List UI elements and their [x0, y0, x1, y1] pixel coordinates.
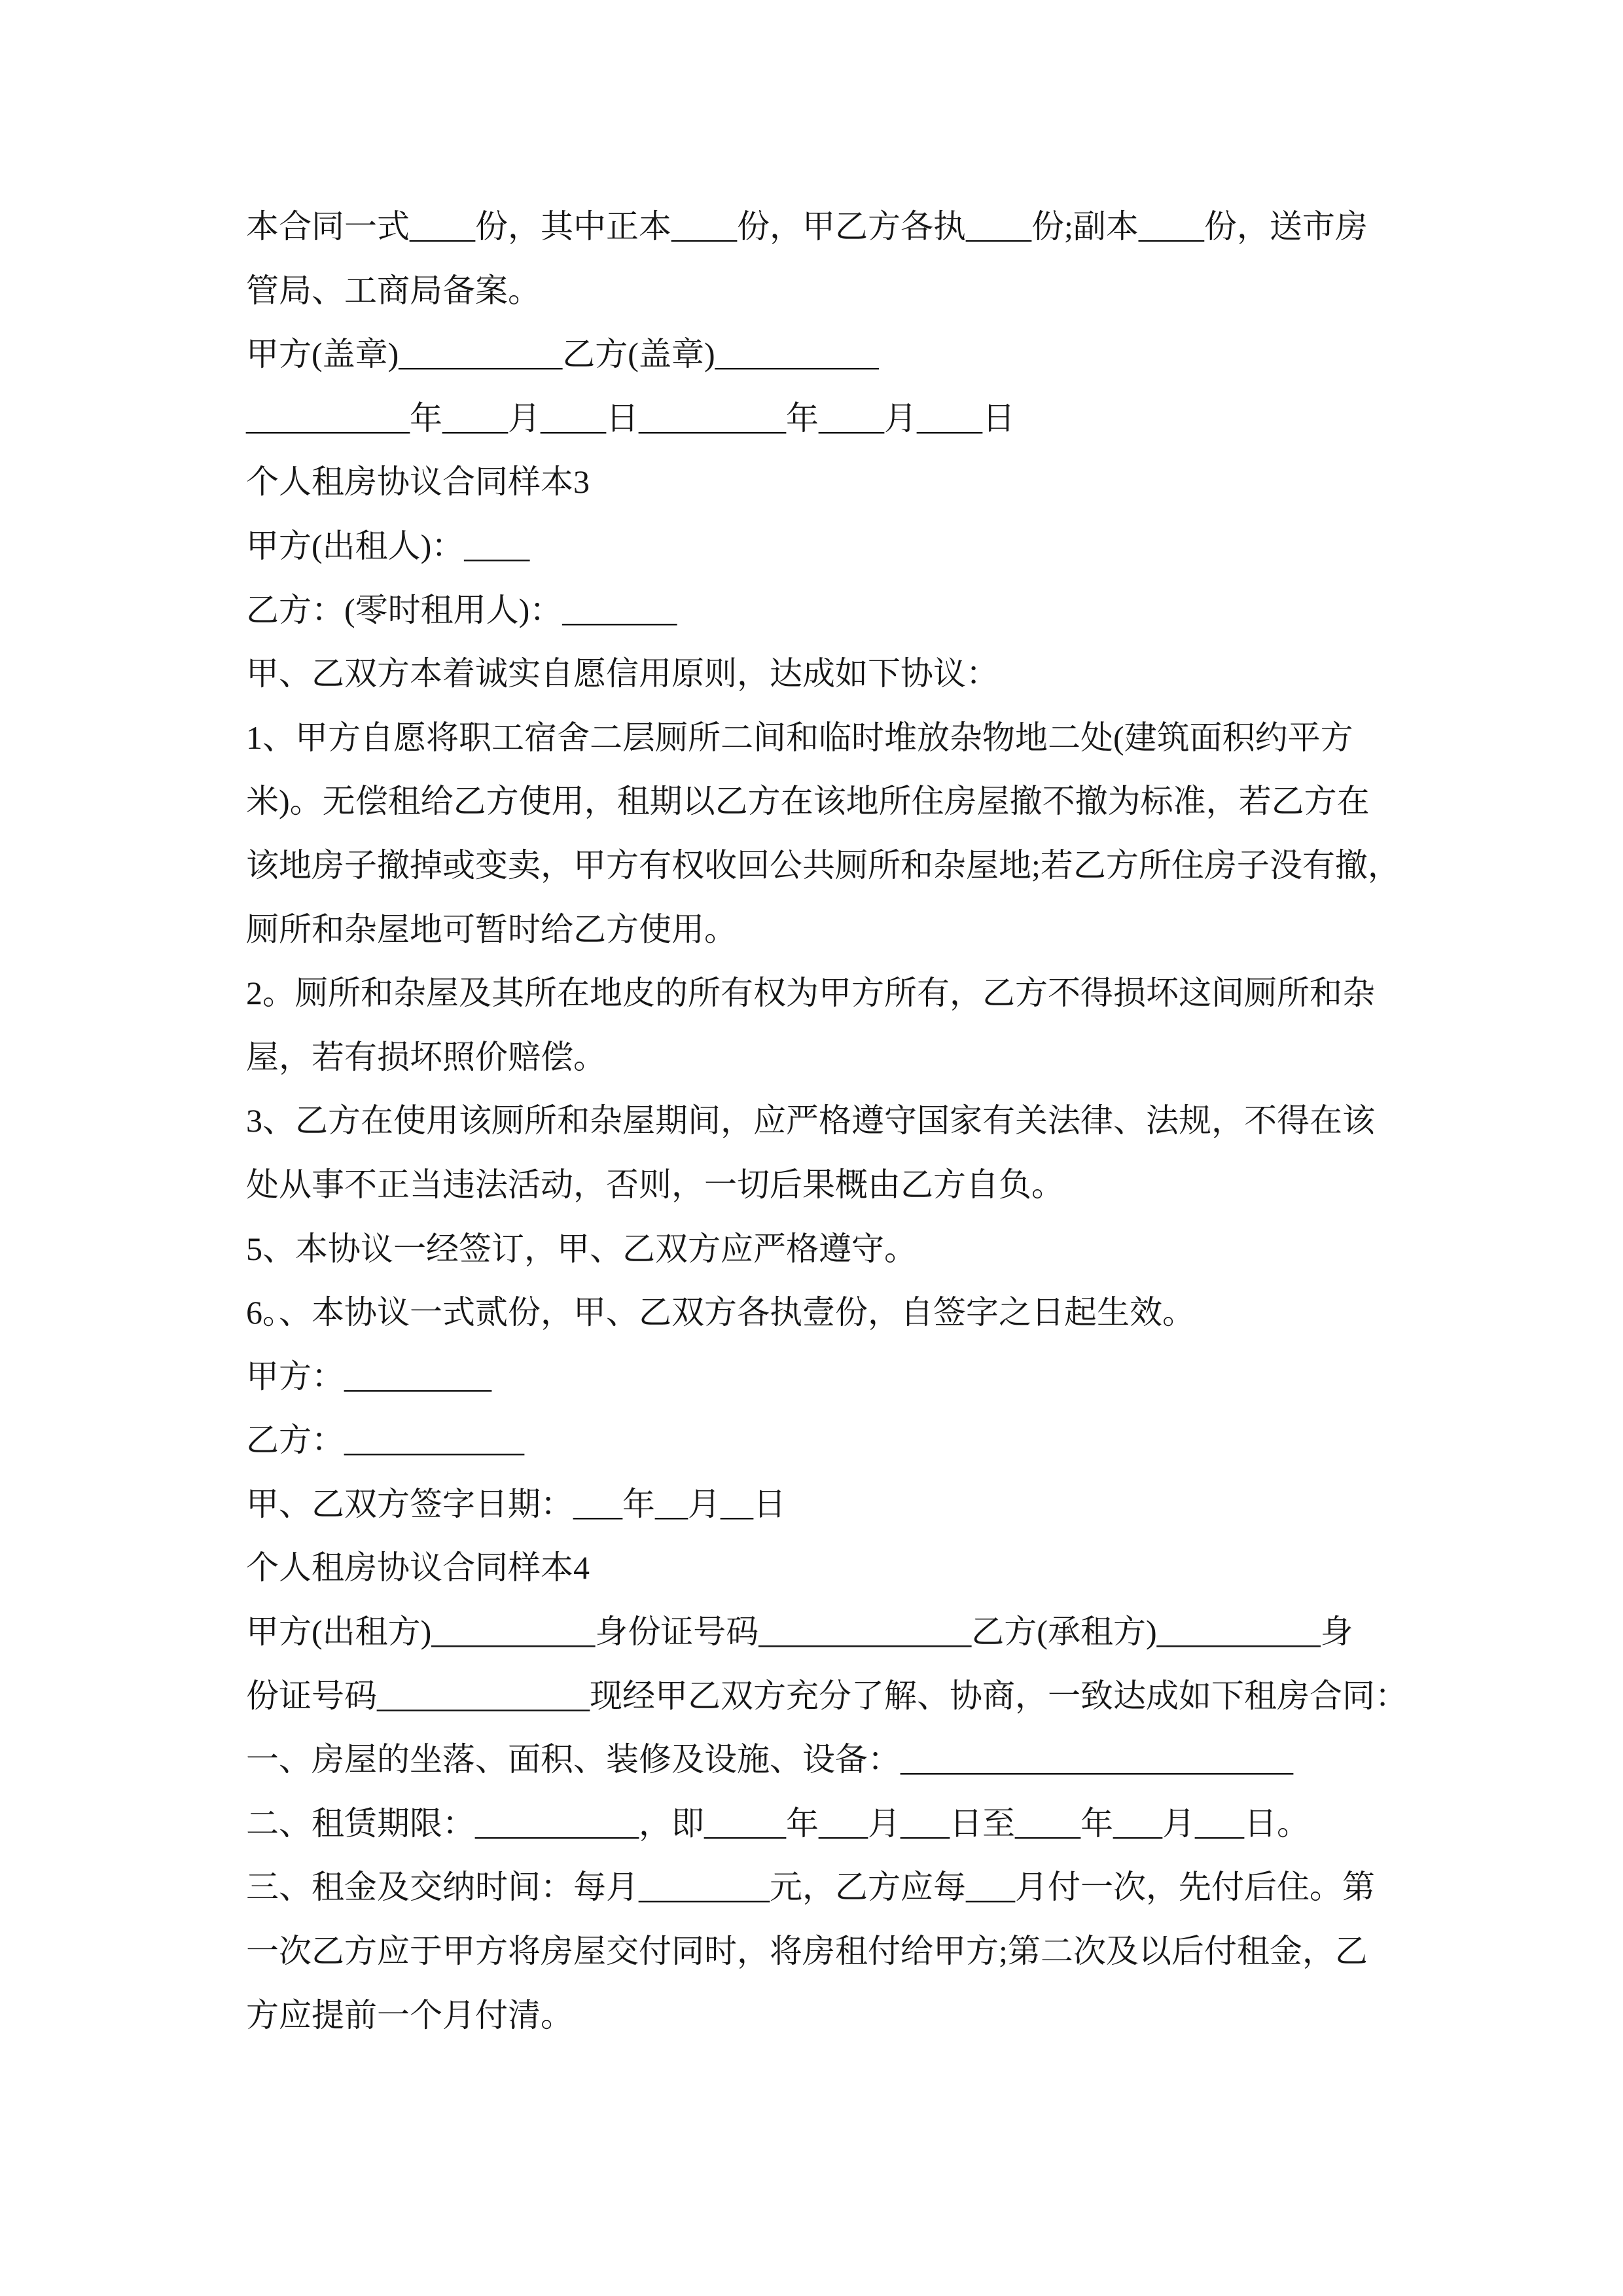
sample-3-clause-1-line-1: 1、甲方自愿将职工宿舍二层厕所二间和临时堆放杂物地二处(建筑面积约平方: [246, 719, 1353, 756]
sample-3-sign-party-a: 甲方：_________: [246, 1357, 491, 1395]
sample-4-section: [246, 1536, 1529, 2047]
sample-3-section: [246, 450, 1529, 1536]
sample-3-clause-3-line-2: 处从事不正当违法活动，否则，一切后果概由乙方自负。: [246, 1166, 1064, 1203]
sample-3-clause-5: 5、本协议一经签订，甲、乙双方应严格遵守。: [246, 1230, 917, 1267]
sample-3-party-b: 乙方：(零时租用人)：_______: [246, 591, 677, 628]
sample-4-clause-3-line-1: 三、租金及交纳时间：每月________元，乙方应每___月付一次，先付后住。第: [246, 1869, 1375, 1906]
sample-4-parties-line-2: 份证号码_____________现经甲乙双方充分了解、协商，一致达成如下租房合同：: [246, 1677, 1408, 1714]
sample-3-party-a: 甲方(出租人)：____: [246, 527, 530, 564]
sample-4-clause-1: 一、房屋的坐落、面积、装修及设施、设备：________________________: [246, 1741, 1293, 1778]
sample-3-clause-3-line-1: 3、乙方在使用该厕所和杂屋期间，应严格遵守国家有关法律、法规，不得在该: [246, 1102, 1375, 1139]
closing-clause-line-1: 本合同一式____份，其中正本____份，甲乙方各执____份;副本____份，送市房: [246, 208, 1368, 245]
sample-3-sign-party-b: 乙方：___________: [246, 1422, 524, 1459]
sample-3-title: 个人租房协议合同样本3: [246, 463, 590, 501]
signature-seals-line: 甲方(盖章)__________乙方(盖章)__________: [246, 336, 879, 373]
sample-3-clause-1-line-4: 厕所和杂屋地可暂时给乙方使用。: [246, 910, 737, 948]
sample-4-clause-3-line-2: 一次乙方应于甲方将房屋交付同时，将房租付给甲方;第二次及以后付租金，乙: [246, 1933, 1368, 1970]
sample-3-clause-1-line-2: 米)。无偿租给乙方使用，租期以乙方在该地所住房屋撤不撤为标准，若乙方在: [246, 783, 1370, 820]
sample-3-sign-date: 甲、乙双方签字日期：___年__月__日: [246, 1485, 786, 1522]
sample-3-preamble: 甲、乙双方本着诚实自愿信用原则，达成如下协议：: [246, 655, 999, 692]
sample-4-clause-2: 二、租赁期限：__________，即_____年___月___日至____年___月___日。: [246, 1804, 1310, 1842]
signature-section: [246, 323, 1529, 450]
closing-clause-section: [246, 195, 1529, 323]
sample-4-clause-3-line-3: 方应提前一个月付清。: [246, 1996, 573, 2034]
document-body: [246, 195, 1529, 2047]
signature-dates-line: __________年____月____日_________年____月____日: [246, 399, 1015, 437]
sample-3-clause-1-line-3: 该地房子撤掉或变卖，甲方有权收回公共厕所和杂屋地;若乙方所住房子没有撤，: [246, 846, 1400, 884]
sample-3-clause-6: 6。、本协议一式贰份，甲、乙双方各执壹份，自签字之日起生效。: [246, 1294, 1195, 1331]
closing-clause-line-2: 管局、工商局备案。: [246, 272, 541, 309]
sample-3-clause-2-line-2: 屋，若有损坏照价赔偿。: [246, 1038, 606, 1075]
sample-4-parties-line-1: 甲方(出租方)__________身份证号码_____________乙方(承租方)__________身: [246, 1613, 1353, 1651]
sample-4-title: 个人租房协议合同样本4: [246, 1549, 590, 1587]
sample-3-clause-2-line-1: 2。厕所和杂屋及其所在地皮的所有权为甲方所有，乙方不得损坏这间厕所和杂: [246, 975, 1375, 1012]
